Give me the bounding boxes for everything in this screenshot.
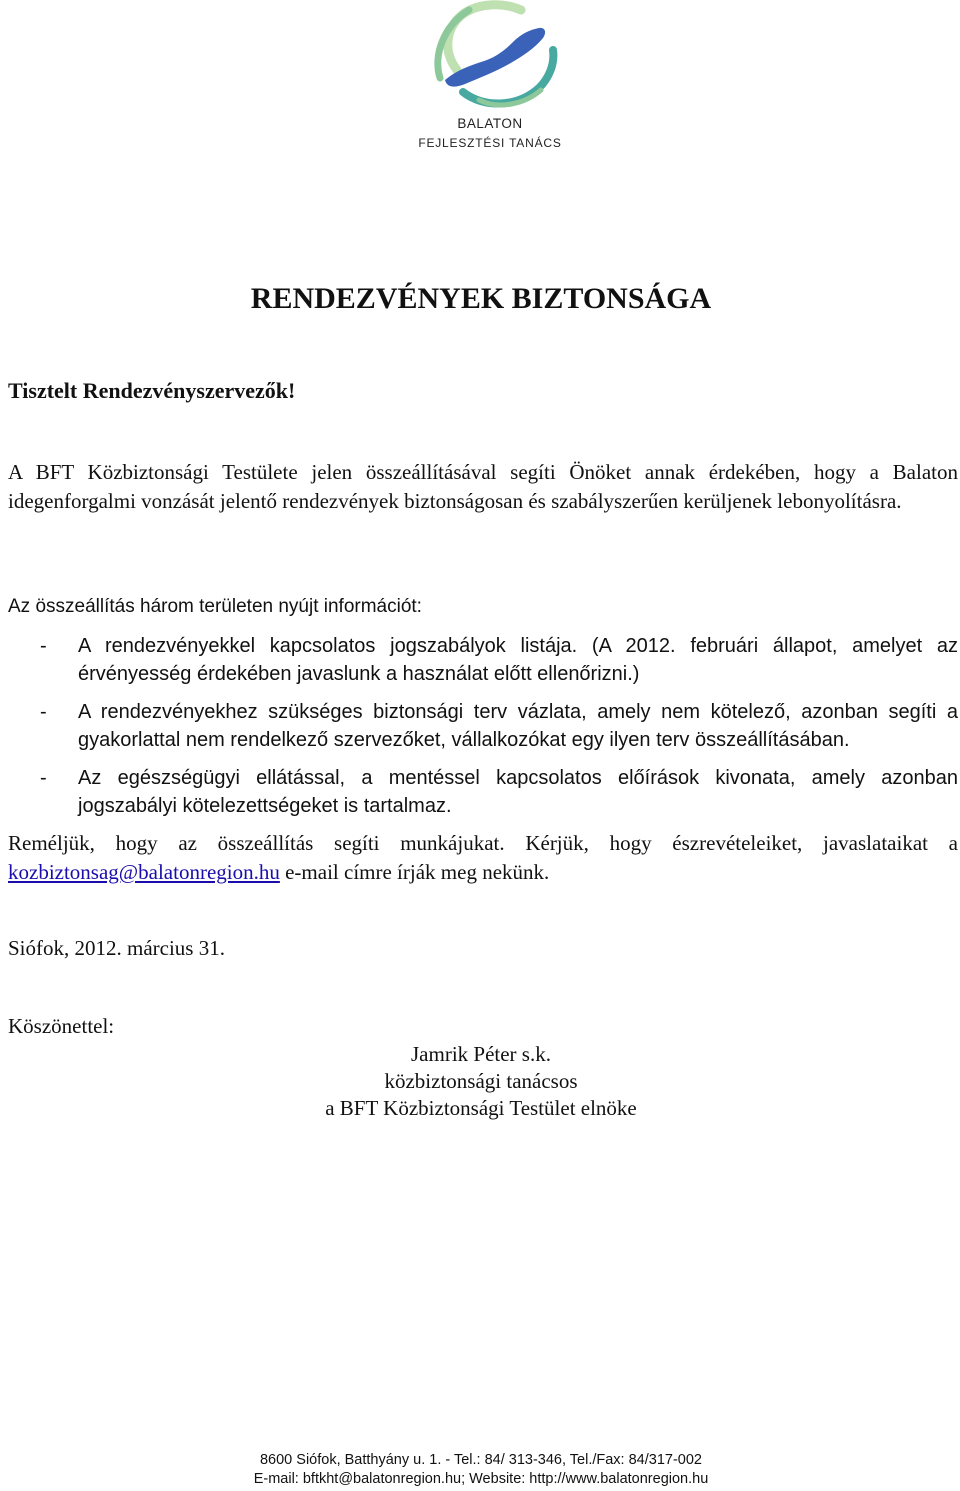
list-item-text: Az egészségügyi ellátással, a mentéssel kapcsolatos előírások kivonata, amely azonban jogszabályi kötelezettségeket is tartalmaz.: [78, 767, 958, 817]
closing-text-before: Reméljük, hogy az összeállítás segíti munkájukat. Kérjük, hogy észrevételeiket, javaslataikat a: [8, 831, 958, 855]
list-dash: -: [40, 701, 47, 723]
list-dash: -: [40, 635, 47, 657]
list-item: [8, 698, 958, 754]
closing-paragraph: [8, 829, 958, 887]
list-item: [8, 764, 958, 820]
logo-title: BALATON: [457, 116, 523, 131]
lake-ring-logo-icon: [405, 0, 575, 115]
intro-paragraph: A BFT Közbiztonsági Testülete jelen összeállításával segíti Önöket annak érdekében, hogy a Balaton idegenforgalmi vonzását jelentő rendezvények biztonságosan és szabályszerűen kerüljenek lebonyolításra.: [8, 460, 958, 513]
list-dash: -: [40, 767, 47, 789]
list-item: [8, 632, 958, 688]
footer-address: 8600 Siófok, Batthyány u. 1. - Tel.: 84/ 313-346, Tel./Fax: 84/317-002: [259, 1452, 702, 1468]
closing-text-after: e-mail címre írják meg nekünk.: [279, 860, 550, 884]
logo-subtitle: FEJLESZTÉSI TANÁCS: [418, 136, 562, 150]
greeting: Tisztelt Rendezvényszervezők!: [8, 378, 296, 403]
thanks-line: Köszönettel:: [8, 1014, 115, 1038]
place-date: Siófok, 2012. március 31.: [8, 936, 225, 960]
list-item-text: A rendezvényekkel kapcsolatos jogszabályok listája. (A 2012. februári állapot, amelyet az érvényesség érdekében javaslunk a használat előtt ellenőrizni.): [78, 635, 958, 685]
footer-contact: E-mail: bftkht@balatonregion.hu; Website: http://www.balatonregion.hu: [253, 1471, 709, 1487]
signature-name: Jamrik Péter s.k.: [411, 1042, 551, 1066]
balaton-logo: [405, 0, 575, 158]
document-title: RENDEZVÉNYEK BIZTONSÁGA: [250, 282, 712, 315]
email-link[interactable]: kozbiztonsag@balatonregion.hu: [8, 860, 280, 884]
list-item-text: A rendezvényekhez szükséges biztonsági terv vázlata, amely nem kötelező, azonban segíti a gyakorlattal nem rendelkező szervezőket, vállalkozókat egy ilyen terv összeállításában.: [78, 701, 958, 751]
areas-intro: Az összeállítás három területen nyújt információt:: [8, 596, 422, 617]
signature-role: közbiztonsági tanácsos: [384, 1069, 578, 1093]
signature-org: a BFT Közbiztonsági Testület elnöke: [325, 1096, 637, 1120]
